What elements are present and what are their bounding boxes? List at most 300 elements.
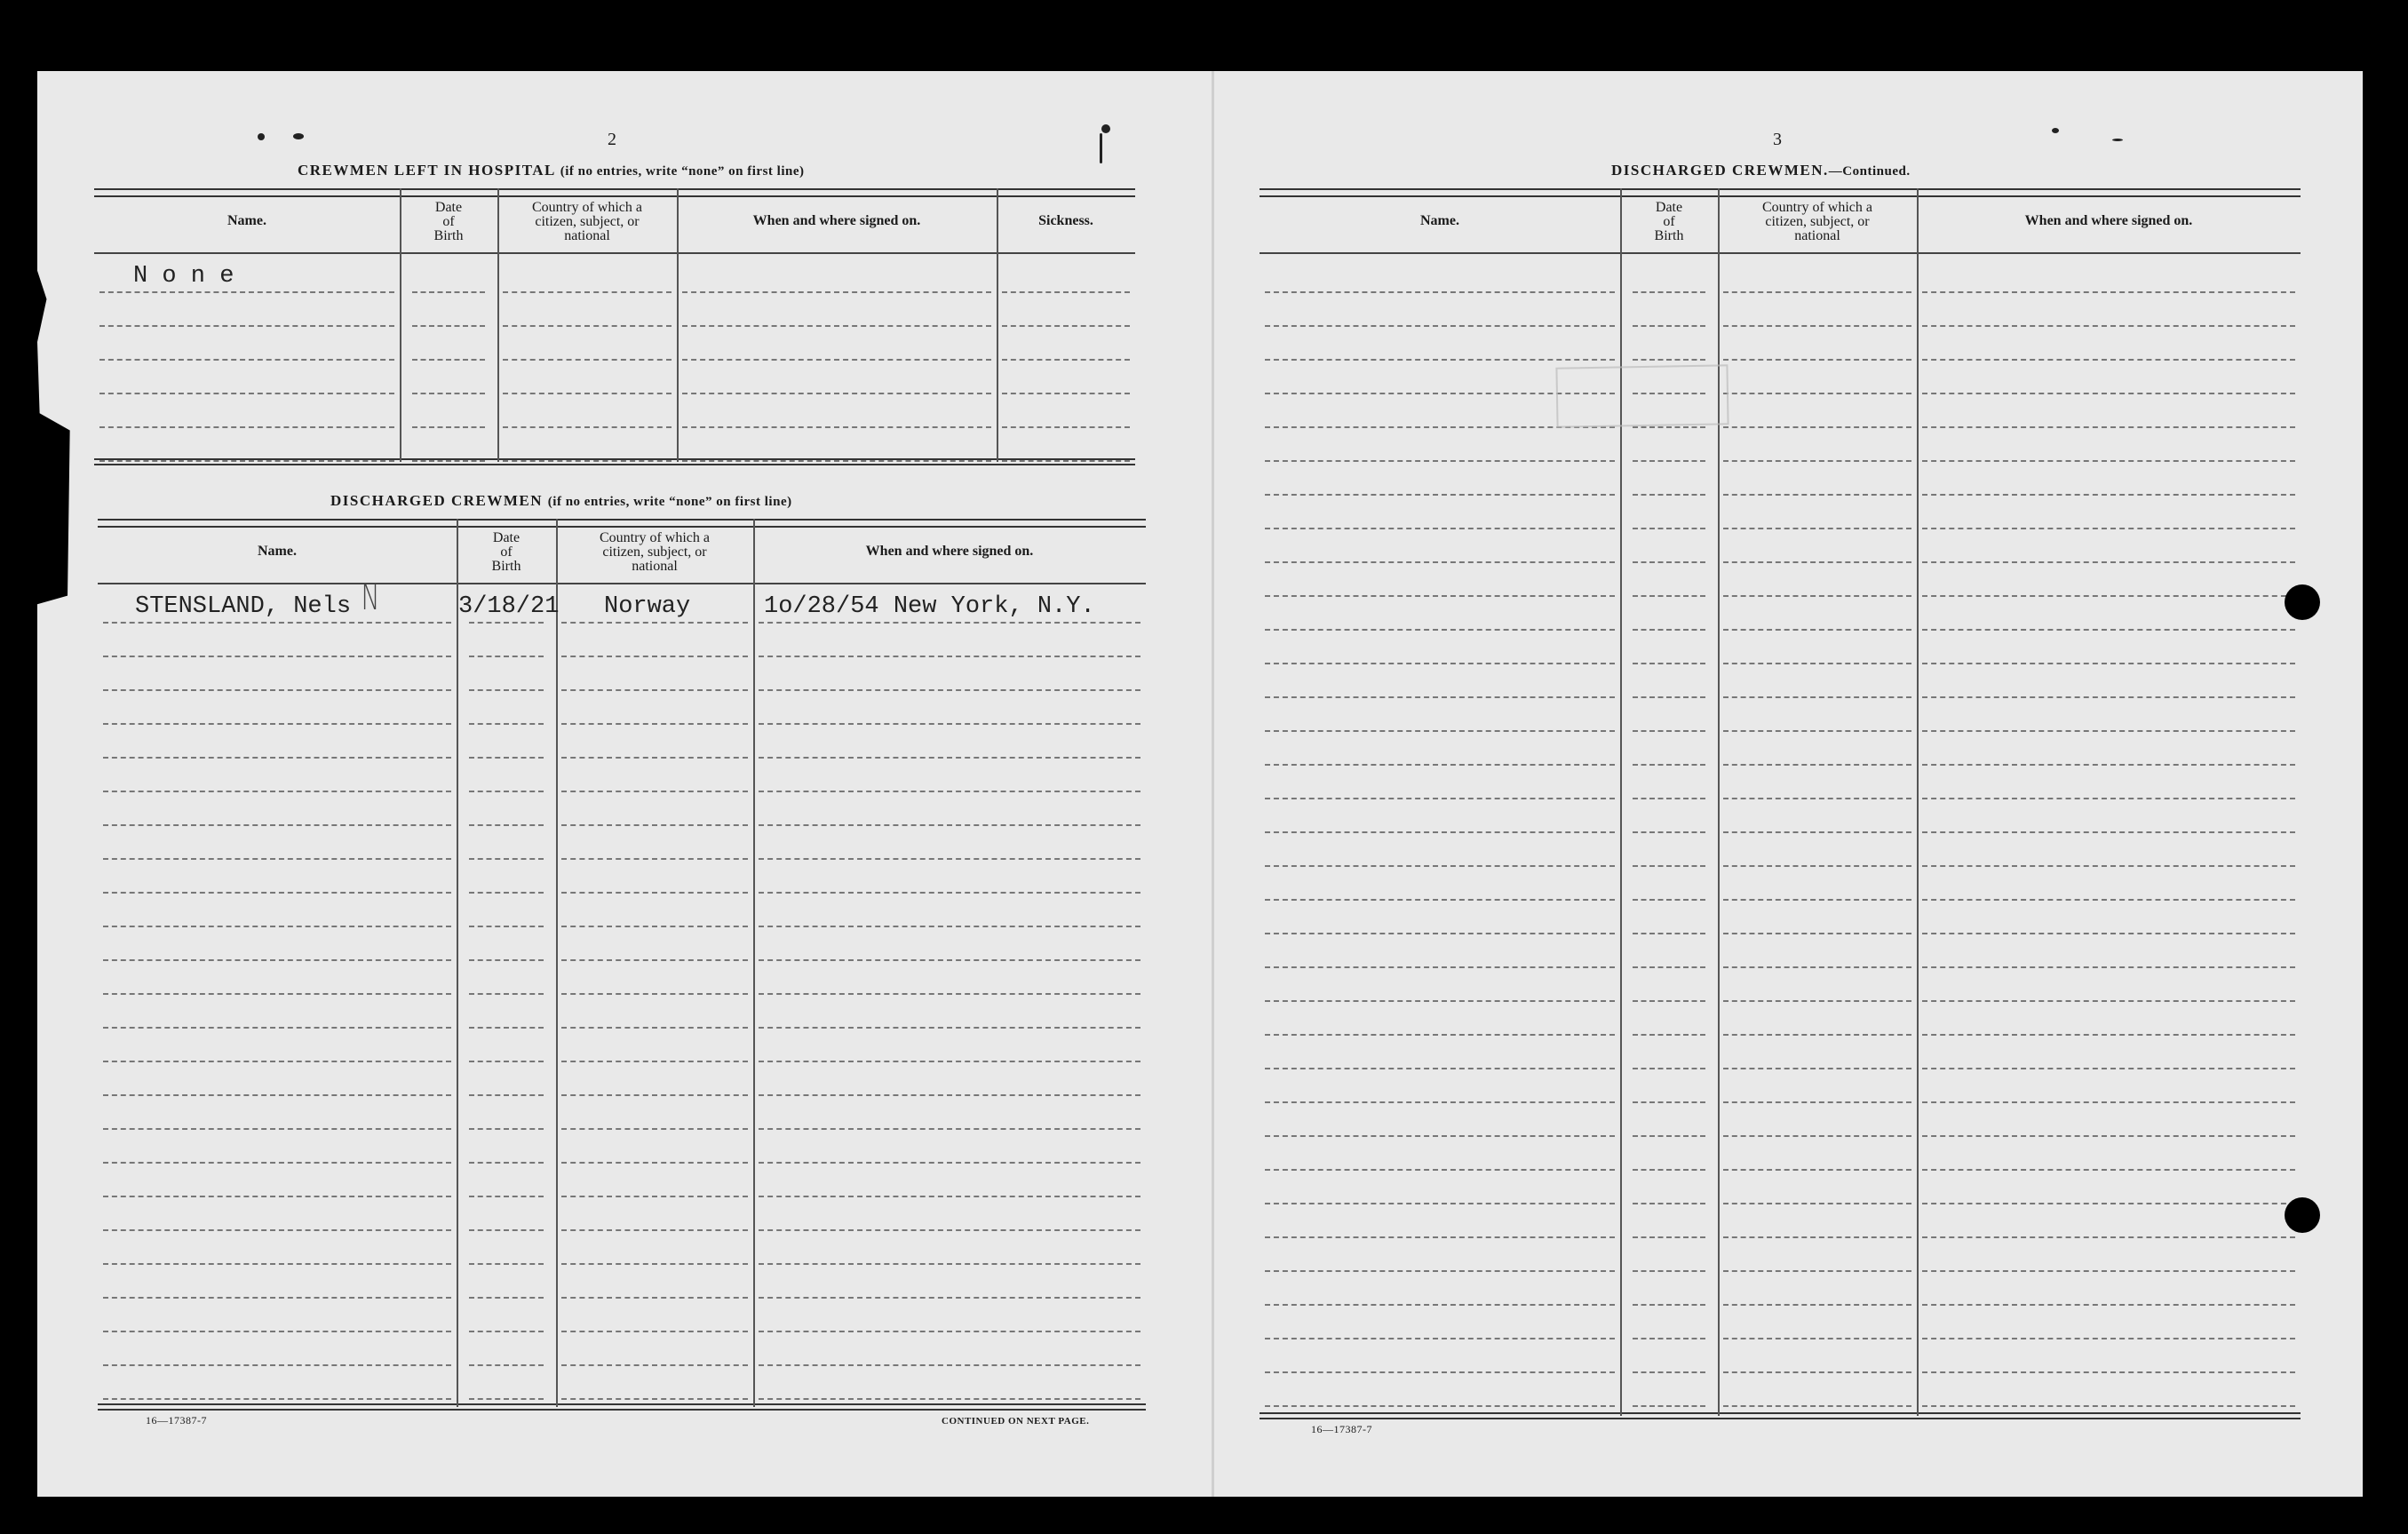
ruled-line (1922, 798, 2295, 799)
ruled-line (469, 892, 544, 894)
ruled-line (99, 291, 394, 293)
ruled-line (561, 858, 748, 860)
ruled-line (1633, 1068, 1705, 1069)
ruled-line (1723, 1000, 1911, 1002)
ruled-line (1723, 393, 1911, 394)
ruled-line (1265, 831, 1615, 833)
ruled-line (469, 824, 544, 826)
ruled-line (1723, 1034, 1911, 1036)
discharged-section-title (330, 492, 792, 510)
ruled-line (1922, 528, 2295, 529)
ruled-line (1633, 696, 1705, 698)
country-line-1: Country of which a (600, 530, 710, 545)
form-number-right: 16—17387-7 (1311, 1423, 1372, 1435)
ruled-line (412, 426, 485, 428)
ruled-line (1633, 359, 1705, 361)
ruled-line (1723, 696, 1911, 698)
hospital-title-text: CREWMEN LEFT IN HOSPITAL (298, 162, 555, 179)
ruled-line (469, 1297, 544, 1299)
ruled-line (1633, 1338, 1705, 1339)
col-header-dob (457, 531, 556, 574)
ruled-line (759, 858, 1140, 860)
country-line-2: citizen, subject, or (535, 214, 640, 229)
dob-line-3: Birth (1654, 228, 1684, 243)
ruled-line (103, 622, 451, 624)
ruled-line (99, 426, 394, 428)
ruled-line (1633, 1203, 1705, 1204)
ruled-line (1922, 359, 2295, 361)
ruled-line (469, 1331, 544, 1332)
ruled-line (103, 689, 451, 691)
ruled-line (1633, 1270, 1705, 1272)
page-fold (1212, 71, 1214, 1497)
ruled-line (503, 325, 672, 327)
ruled-line (759, 1331, 1140, 1332)
ruled-line (1633, 291, 1705, 293)
ruled-line (759, 1094, 1140, 1096)
ruled-line (103, 723, 451, 725)
ruled-line (759, 1162, 1140, 1164)
header-bottom-rule (98, 583, 1146, 584)
col-header-name: Name. (258, 544, 297, 559)
ruled-line (1723, 291, 1911, 293)
ruled-line (1723, 1371, 1911, 1373)
ruled-line (1922, 291, 2295, 293)
ruled-line (412, 325, 485, 327)
dob-line-3: Birth (433, 228, 464, 243)
discharged-title-note: (if no entries, write “none” on first line) (547, 495, 792, 509)
dob-line-2: of (1663, 214, 1675, 229)
country-line-1: Country of which a (1762, 200, 1872, 215)
ruled-line (1265, 1270, 1615, 1272)
ruled-line (1922, 865, 2295, 867)
ruled-line (561, 959, 748, 961)
dob-line-1: Date (1655, 200, 1683, 215)
ruled-line (412, 359, 485, 361)
ruled-line (103, 1229, 451, 1231)
ruled-line (1002, 393, 1130, 394)
ruled-line (759, 689, 1140, 691)
ruled-line (561, 1331, 748, 1332)
ruled-line (1723, 1101, 1911, 1103)
ruled-line (1265, 663, 1615, 664)
discharged-continued-table (1260, 188, 2301, 1421)
dob-line-1: Date (492, 530, 521, 545)
col-header-country (556, 531, 753, 574)
col-header-dob (1620, 201, 1718, 243)
col-header-dob (400, 201, 497, 243)
ruled-line (759, 1128, 1140, 1130)
ruled-line (103, 1061, 451, 1062)
ruled-line (1723, 1405, 1911, 1407)
col-divider (677, 188, 679, 462)
ruled-line (1922, 1101, 2295, 1103)
ruled-line (1922, 696, 2295, 698)
ruled-line (503, 393, 672, 394)
ruled-line (1265, 764, 1615, 766)
col-divider (457, 519, 458, 1407)
ink-speck (293, 133, 304, 139)
ruled-line (1922, 899, 2295, 901)
ruled-line (1633, 1169, 1705, 1171)
table-top-rule (1260, 188, 2301, 197)
ruled-line (1633, 798, 1705, 799)
ruled-line (1265, 1068, 1615, 1069)
ruled-line (759, 1027, 1140, 1029)
ruled-line (1633, 528, 1705, 529)
ruled-line (759, 1398, 1140, 1400)
ruled-line (1723, 831, 1911, 833)
country-line-3: national (1794, 228, 1840, 243)
ruled-line (103, 656, 451, 657)
ruled-line (1265, 460, 1615, 462)
ink-speck (1101, 124, 1110, 133)
ruled-line (469, 723, 544, 725)
ruled-line (469, 959, 544, 961)
discharged-table (98, 519, 1146, 1411)
ruled-line (412, 460, 485, 462)
ruled-line (759, 824, 1140, 826)
country-line-3: national (564, 228, 610, 243)
right-title-text: DISCHARGED CREWMEN. (1611, 162, 1829, 179)
ruled-line (561, 1297, 748, 1299)
ruled-line (1723, 663, 1911, 664)
ruled-line (561, 824, 748, 826)
ruled-line (1265, 528, 1615, 529)
ruled-line (759, 1297, 1140, 1299)
ruled-line (1265, 966, 1615, 968)
col-divider (556, 519, 558, 1407)
ruled-line (1723, 325, 1911, 327)
ruled-line (469, 1263, 544, 1265)
col-header-signed: When and where signed on. (865, 544, 1034, 559)
ruled-line (103, 1196, 451, 1197)
ruled-line (682, 460, 991, 462)
ruled-line (561, 1094, 748, 1096)
ruled-line (1922, 663, 2295, 664)
ruled-line (1265, 865, 1615, 867)
ruled-line (1633, 831, 1705, 833)
hospital-section-title (298, 162, 805, 179)
ruled-line (1723, 595, 1911, 597)
country-line-2: citizen, subject, or (602, 544, 707, 560)
punch-hole (2285, 584, 2320, 620)
ruled-line (1265, 899, 1615, 901)
ruled-line (759, 622, 1140, 624)
ruled-line (1002, 460, 1130, 462)
ink-speck (2052, 128, 2059, 133)
ruled-line (1922, 561, 2295, 563)
ruled-line (1633, 1236, 1705, 1238)
col-header-country (1718, 201, 1917, 243)
ruled-line (561, 1128, 748, 1130)
ruled-line (759, 1364, 1140, 1366)
ruled-line (682, 291, 991, 293)
crew-signed-on: 1o/28/54 New York, N.Y. (764, 593, 1095, 620)
ruled-line (1922, 426, 2295, 428)
ruled-line (1922, 595, 2295, 597)
ruled-line (561, 993, 748, 995)
dob-line-2: of (500, 544, 513, 560)
ruled-line (1633, 460, 1705, 462)
ruled-line (1265, 359, 1615, 361)
ruled-line (99, 359, 394, 361)
ruled-line (469, 1229, 544, 1231)
ruled-line (103, 1094, 451, 1096)
ruled-line (1723, 1236, 1911, 1238)
ruled-line (1922, 1068, 2295, 1069)
ruled-line (1002, 325, 1130, 327)
ruled-line (503, 359, 672, 361)
ruled-line (99, 325, 394, 327)
discharged-title-text: DISCHARGED CREWMEN (330, 492, 544, 509)
ruled-line (759, 723, 1140, 725)
ruled-line (561, 1196, 748, 1197)
ruled-line (1723, 359, 1911, 361)
dob-line-1: Date (434, 200, 463, 215)
ink-speck (1100, 133, 1102, 163)
crew-country: Norway (604, 593, 691, 620)
ruled-line (1922, 1304, 2295, 1306)
ruled-line (103, 824, 451, 826)
ruled-line (1922, 1236, 2295, 1238)
ruled-line (1265, 1169, 1615, 1171)
ruled-line (1723, 1169, 1911, 1171)
table-bottom-rule (1260, 1412, 2301, 1419)
dob-line-2: of (442, 214, 455, 229)
ruled-line (561, 723, 748, 725)
ruled-line (103, 959, 451, 961)
table-top-rule (98, 519, 1146, 528)
ruled-line (1002, 359, 1130, 361)
ruled-line (561, 656, 748, 657)
ruled-line (1633, 865, 1705, 867)
ruled-line (103, 791, 451, 792)
ruled-line (1723, 1068, 1911, 1069)
ruled-line (1723, 1304, 1911, 1306)
crew-name: STENSLAND, Nels (135, 593, 352, 620)
ruled-line (1922, 1270, 2295, 1272)
ruled-line (1265, 325, 1615, 327)
ruled-line (469, 656, 544, 657)
ruled-line (469, 1128, 544, 1130)
ruled-line (1633, 933, 1705, 934)
ruled-line (103, 892, 451, 894)
ruled-line (1922, 1203, 2295, 1204)
page-number-left: 2 (608, 130, 616, 149)
col-header-sickness: Sickness. (1038, 213, 1093, 228)
ruled-line (561, 1229, 748, 1231)
ruled-line (1265, 798, 1615, 799)
ruled-line (759, 892, 1140, 894)
ruled-line (1265, 933, 1615, 934)
ruled-line (469, 858, 544, 860)
ruled-line (1723, 629, 1911, 631)
ruled-line (1633, 899, 1705, 901)
hospital-entry-none: N o n e (133, 263, 234, 290)
country-line-3: national (632, 559, 678, 574)
ruled-line (1265, 494, 1615, 496)
col-divider (1917, 188, 1919, 1416)
ruled-line (1922, 730, 2295, 732)
ruled-line (469, 1027, 544, 1029)
ruled-line (412, 291, 485, 293)
ruled-line (1265, 1236, 1615, 1238)
ruled-line (1723, 1338, 1911, 1339)
ruled-line (103, 757, 451, 759)
ruled-line (103, 1027, 451, 1029)
ruled-line (1723, 528, 1911, 529)
ruled-line (1723, 426, 1911, 428)
ruled-line (99, 393, 394, 394)
form-number-left: 16—17387-7 (146, 1414, 207, 1427)
ruled-line (561, 1263, 748, 1265)
ruled-line (103, 1297, 451, 1299)
ruled-line (103, 1398, 451, 1400)
ink-speck (2112, 139, 2123, 141)
ruled-line (561, 622, 748, 624)
ruled-line (469, 1398, 544, 1400)
col-divider (997, 188, 998, 462)
ruled-line (759, 1196, 1140, 1197)
ruled-line (1633, 1101, 1705, 1103)
ruled-line (469, 689, 544, 691)
dob-line-3: Birth (491, 559, 521, 574)
ruled-line (1723, 730, 1911, 732)
ruled-line (412, 393, 485, 394)
ruled-line (561, 757, 748, 759)
ruled-line (759, 791, 1140, 792)
ruled-line (1723, 798, 1911, 799)
col-header-signed: When and where signed on. (2024, 213, 2193, 228)
right-title-suffix: —Continued. (1828, 164, 1911, 179)
ruled-line (1265, 1000, 1615, 1002)
ruled-line (561, 689, 748, 691)
ruled-line (1265, 696, 1615, 698)
ruled-line (1265, 1101, 1615, 1103)
ruled-line (1265, 1405, 1615, 1407)
ruled-line (469, 1061, 544, 1062)
ruled-line (1723, 1135, 1911, 1137)
ruled-line (759, 926, 1140, 927)
ruled-line (1265, 1034, 1615, 1036)
ruled-line (469, 1196, 544, 1197)
punch-hole (2285, 1197, 2320, 1233)
ruled-line (1723, 460, 1911, 462)
ruled-line (759, 993, 1140, 995)
col-header-country (497, 201, 677, 243)
ruled-line (1723, 865, 1911, 867)
handwritten-initial: N (361, 577, 380, 618)
ruled-line (1265, 1371, 1615, 1373)
ruled-line (1633, 325, 1705, 327)
ruled-line (103, 926, 451, 927)
ruled-line (1723, 561, 1911, 563)
ruled-line (1633, 663, 1705, 664)
ruled-line (1265, 1135, 1615, 1137)
ruled-line (1922, 1371, 2295, 1373)
ruled-line (561, 926, 748, 927)
right-section-title (1611, 162, 1911, 179)
ruled-line (561, 1061, 748, 1062)
table-top-rule (94, 188, 1135, 197)
crew-dob: 3/18/21 (458, 593, 560, 620)
ruled-line (1633, 1405, 1705, 1407)
ruled-line (1265, 629, 1615, 631)
ruled-line (1922, 460, 2295, 462)
ruled-line (1265, 1338, 1615, 1339)
ruled-line (561, 1027, 748, 1029)
ruled-line (1633, 561, 1705, 563)
ruled-line (469, 757, 544, 759)
ruled-line (1922, 1034, 2295, 1036)
hospital-title-note: (if no entries, write “none” on first line) (560, 164, 805, 179)
ruled-line (1265, 730, 1615, 732)
ruled-line (1922, 393, 2295, 394)
ruled-line (759, 656, 1140, 657)
ruled-line (1265, 1304, 1615, 1306)
ruled-line (1265, 595, 1615, 597)
ruled-line (682, 325, 991, 327)
ruled-line (1922, 764, 2295, 766)
ruled-line (103, 858, 451, 860)
page-number-right: 3 (1773, 130, 1782, 149)
ruled-line (99, 460, 394, 462)
header-bottom-rule (94, 252, 1135, 254)
ruled-line (469, 926, 544, 927)
ruled-line (1633, 1000, 1705, 1002)
ruled-line (503, 426, 672, 428)
ruled-line (1633, 1304, 1705, 1306)
ruled-line (503, 460, 672, 462)
ruled-line (682, 426, 991, 428)
ruled-line (503, 291, 672, 293)
ruled-line (1922, 1135, 2295, 1137)
country-line-1: Country of which a (532, 200, 642, 215)
ruled-line (561, 1162, 748, 1164)
ruled-line (1723, 933, 1911, 934)
ruled-line (1922, 1338, 2295, 1339)
ruled-line (1723, 1270, 1911, 1272)
ruled-line (1633, 426, 1705, 428)
country-line-2: citizen, subject, or (1765, 214, 1870, 229)
ruled-line (759, 1229, 1140, 1231)
col-divider (753, 519, 755, 1407)
ruled-line (561, 1398, 748, 1400)
ruled-line (1002, 426, 1130, 428)
ruled-line (1633, 1371, 1705, 1373)
ruled-line (682, 393, 991, 394)
ruled-line (561, 1364, 748, 1366)
col-header-name: Name. (227, 213, 266, 228)
ruled-line (1723, 966, 1911, 968)
ruled-line (1633, 629, 1705, 631)
ruled-line (1633, 494, 1705, 496)
col-header-name: Name. (1420, 213, 1459, 228)
ruled-line (1922, 1405, 2295, 1407)
ruled-line (103, 1263, 451, 1265)
faded-stamp (1555, 364, 1729, 427)
ruled-line (1922, 494, 2295, 496)
ruled-line (469, 791, 544, 792)
ruled-line (1633, 1034, 1705, 1036)
ink-speck (258, 133, 265, 140)
ruled-line (469, 993, 544, 995)
ruled-line (469, 1162, 544, 1164)
table-bottom-rule (98, 1403, 1146, 1411)
ruled-line (1265, 1203, 1615, 1204)
ruled-line (1723, 899, 1911, 901)
